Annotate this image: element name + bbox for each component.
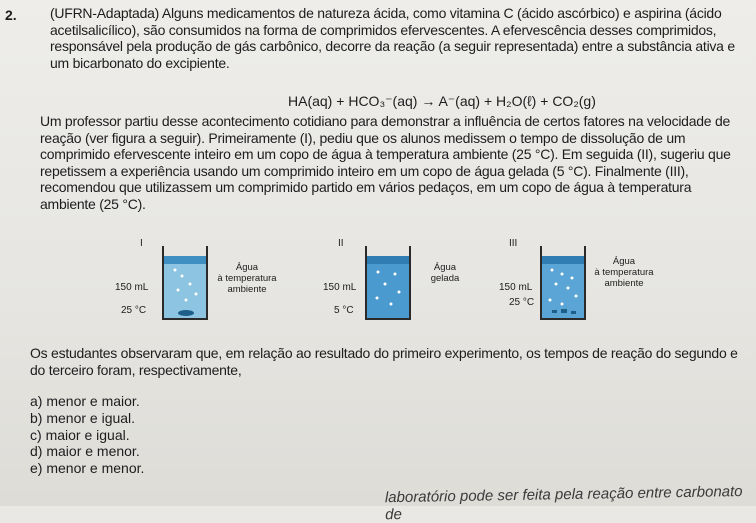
option-text: menor e igual. [46, 409, 136, 426]
eq-product-3: CO₂(g) [552, 93, 596, 109]
question-number: 2. [5, 7, 17, 23]
eq-reactant-2: HCO₃⁻(aq) [348, 93, 418, 109]
beaker-3-icon [538, 244, 588, 322]
experiment-3-label: III [509, 238, 518, 249]
option-text: menor e maior. [46, 393, 140, 409]
option-letter: c) [30, 426, 42, 443]
experiment-2-temperature: 5 °C [334, 305, 354, 316]
experiment-2-volume: 150 mL [323, 282, 357, 293]
experiment-1-water-line-3: ambiente [227, 284, 267, 295]
experiment-1-label: I [140, 238, 143, 249]
option-text: menor e menor. [46, 460, 145, 477]
footer-fragment: laboratório pode ser feita pela reação entre carbonato de [384, 482, 743, 523]
eq-plus-2: + [483, 93, 493, 109]
option-letter: a) [30, 393, 43, 409]
eq-plus-1: + [336, 93, 345, 109]
eq-arrow: → [421, 93, 436, 109]
experiment-1-water-line-2: à temperatura [217, 273, 277, 284]
option-text: maior e menor. [46, 443, 140, 460]
eq-product-2: H₂O(ℓ) [496, 93, 537, 109]
answer-options [30, 393, 144, 477]
option-letter: b) [30, 409, 43, 426]
experiment-1-water-description [212, 262, 282, 295]
experiment-description: Um professor partiu desse acontecimento cotidiano para demonstrar a influência de certos fatores na velocidade de reação (ver figura a seguir). Primeiramente (I), pediu que os alunos medissem o tempo de dissolução de um comprimido efervescente inteiro em um copo de água à temperatura ambiente (25 °C). Em seguida (II), sugeriu que repetissem a experiência usando um comprimido inteiro em um copo de água gelada (5 °C). Finalmente (III), recomendou que utilizassem um comprimido partido em vários pedaços, em um copo de água à temperatura ambiente (25 °C). [40, 113, 731, 212]
experiment-3-temperature: 25 °C [509, 297, 535, 308]
option-d[interactable] [30, 443, 144, 460]
experiment-2-water-description [420, 262, 470, 284]
experiment-3-water-line-1: Água [612, 256, 636, 267]
question-intro: (UFRN-Adaptada) Alguns medicamentos de natureza ácida, como vitamina C (ácido ascórbico) e aspirina (ácido acetilsalicílico), são consumidos na forma de comprimidos efervescentes. A efervescência desses comprimidos, responsável pela produção de gás carbônico, decorre da reação (a seguir representada) entre a substância ativa e um bicarbonato do excipiente. [50, 5, 735, 71]
option-c[interactable] [30, 427, 144, 444]
eq-product-1: A⁻(aq) [438, 93, 481, 109]
experiment-1-temperature: 25 °C [121, 305, 147, 316]
experiment-2-label: II [338, 238, 344, 249]
beaker-1-icon [160, 244, 210, 322]
question-prompt: Os estudantes observaram que, em relação ao resultado do primeiro experimento, os tempos de reação do segundo e do terceiro foram, respectivamente, [30, 345, 738, 378]
chemical-equation [288, 93, 596, 110]
experiment-1-water-line-1: Água [235, 262, 259, 273]
experiment-3-water-line-2: à temperatura [594, 267, 654, 278]
experiment-3-volume: 150 mL [499, 282, 533, 293]
eq-reactant-1: HA(aq) [288, 93, 333, 109]
option-text: maior e igual. [45, 426, 130, 443]
option-e[interactable] [30, 460, 144, 477]
option-letter: e) [30, 460, 43, 477]
beaker-2-icon [363, 244, 413, 322]
eq-plus-3: + [540, 93, 549, 109]
option-letter: d) [30, 443, 43, 460]
experiment-3-water-description [588, 256, 660, 289]
experiment-2-water-line-1: Água [433, 262, 457, 273]
option-b[interactable] [30, 410, 144, 427]
experiment-2-water-line-2: gelada [430, 273, 460, 284]
option-a[interactable] [30, 393, 144, 410]
experiment-1-volume: 150 mL [115, 282, 149, 293]
experiment-3-water-line-3: ambiente [604, 278, 644, 289]
